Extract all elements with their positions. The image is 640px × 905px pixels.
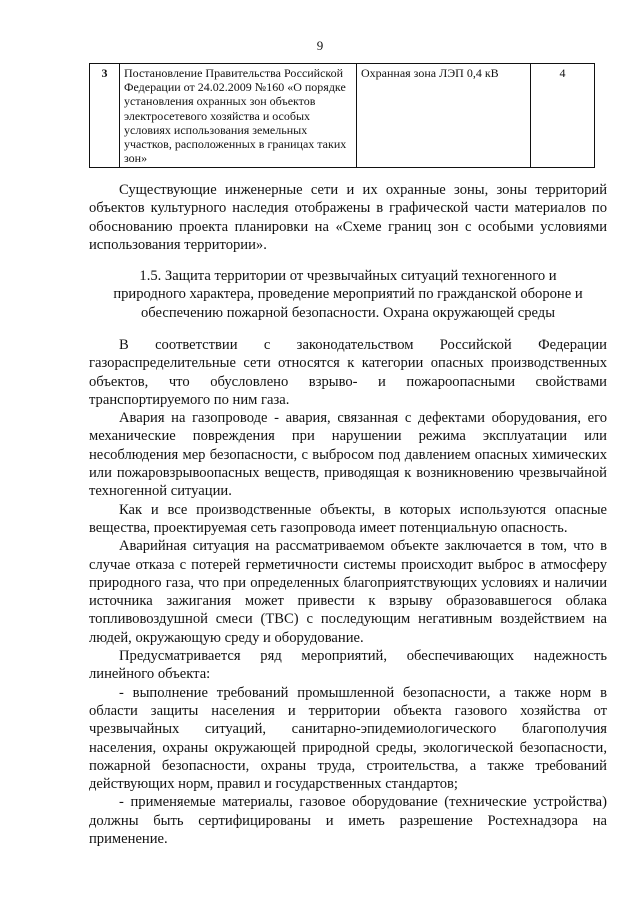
text-line: должны быть сертифицированы и иметь разрешение Ростехнадзора на (89, 812, 607, 829)
text-line: природного газа, что при определенных благоприятствующих условиях и наличии (89, 574, 607, 591)
text-line: населения, охраны окружающей природной среды, экологической безопасности, (89, 739, 607, 756)
text-line: источника зажигания может привести к взрыву образовавшегося облака (89, 593, 607, 610)
text-line: объектов, что обусловлено взрыво- и пожароопасными свойствами (89, 373, 607, 390)
zone-name: Охранная зона ЛЭП 0,4 кВ (357, 64, 531, 168)
text-line: людей, окружающую среду и оборудование. (89, 629, 364, 646)
document-title-line: Постановление Правительства Российской (124, 66, 344, 80)
text-line: несоблюдения мер безопасности, с выбросом под давлением опасных химических (89, 446, 607, 463)
text-line: Предусматривается ряд мероприятий, обеспечивающих надежность (119, 648, 607, 665)
text-line: действующих норм, правил и государственных стандартов; (89, 776, 458, 793)
document-title-line: Федерации от 24.02.2009 №160 «О порядке (124, 80, 346, 95)
text-line: - применяемые материалы, газовое оборудование (технические устройства) (119, 794, 607, 811)
text-line: области защиты населения и территории объекта газового хозяйства от (89, 702, 607, 719)
section-body (89, 336, 607, 848)
text-line: механические повреждения при нарушении режима эксплуатации или (89, 428, 607, 445)
text-line: линейного объекта: (89, 666, 211, 683)
heading-line: обеспечению пожарной безопасности. Охрана окружающей среды (140, 304, 556, 321)
text-line: В соответствии с законодательством Российской Федерации (119, 337, 607, 353)
document-title-line: зон» (124, 151, 148, 166)
heading-line: 1.5. Защита территории от чрезвычайных ситуаций техногенного и (139, 268, 557, 284)
text-line: техногенной ситуации. (89, 483, 232, 500)
page-number: 9 (316, 38, 324, 53)
document-title-line: условиях использования земельных (124, 122, 308, 137)
text-line: объектов культурного наследия отображены в графической части материалов по (89, 200, 607, 217)
text-line: чрезвычайных ситуаций, санитарно-эпидемиологического благополучия (89, 721, 607, 738)
document-title-line: установления охранных зон объектов (124, 94, 316, 109)
text-line: Аварийная ситуация на рассматриваемом объекте заключается в том, что в (119, 538, 607, 555)
text-line: - выполнение требований промышленной безопасности, а также норм в (119, 684, 607, 701)
text-line: пожарной безопасности, охраны труда, строительства, а также требований (89, 757, 607, 774)
text-line: обоснованию проекта планировки на «Схеме границ зон с особыми условиями (89, 218, 607, 235)
text-line: транспортируемого по ним газа. (89, 391, 290, 408)
text-line: применение. (89, 831, 168, 848)
row-number: 3 (90, 64, 120, 168)
table-row (90, 64, 595, 168)
text-line: топливовоздушной смеси (ТВС) с последующим негативным воздействием на (89, 611, 607, 628)
text-line: использования территории». (89, 236, 267, 253)
text-line: Существующие инженерные сети и их охранные зоны, зоны территорий (119, 182, 607, 198)
text-line: Авария на газопроводе - авария, связанная с дефектами оборудования, его (119, 410, 607, 427)
paragraph-engineering-networks (89, 181, 607, 254)
heading-line: природного характера, проведение мероприятий по гражданской обороне и (113, 286, 583, 303)
page-reference: 4 (531, 64, 595, 168)
text-line: Как и все производственные объекты, в которых используются опасные (119, 501, 607, 518)
text-line: случае отказа с потерей герметичности системы происходит выброс в атмосферу (89, 556, 607, 573)
document-title-line: участков, расположенных в границах таких (124, 137, 347, 152)
documents-table (89, 63, 595, 168)
text-line: вещества, проектируемая сеть газопровода имеет потенциальную опасность. (89, 519, 568, 536)
text-line: газораспределительные сети относятся к категории опасных производственных (89, 355, 607, 372)
text-line: или пожаровзрывоопасных веществ, приводящая к возникновению чрезвычайной (89, 465, 607, 482)
document-title-line: электросетевого хозяйства и особых (124, 108, 311, 123)
section-heading (89, 267, 607, 322)
document-title (120, 64, 357, 168)
